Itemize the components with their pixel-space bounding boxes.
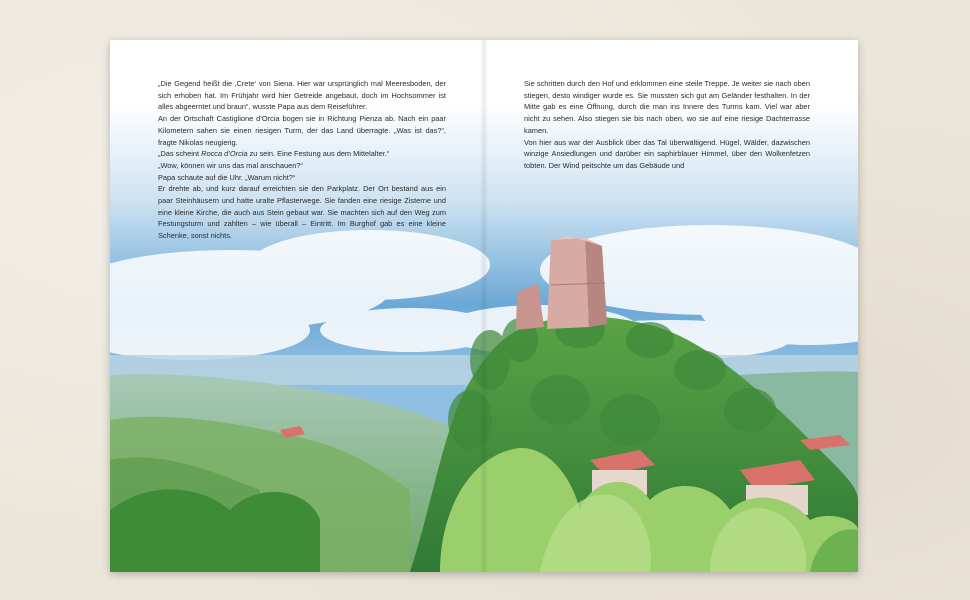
right-page-text bbox=[524, 78, 810, 172]
left-paragraph-4: „Wow, können wir uns das mal anschauen?“ bbox=[158, 160, 303, 170]
left-paragraph-2: An der Ortschaft Castiglione d’Orcia bogen sie in Richtung Pienza ab. Nach ein paar Kilometern sahen sie einen riesigen Turm, der das Land überragte. „Was ist das?“, fragte Nikolas neugierig. bbox=[158, 114, 446, 147]
left-paragraph-6: Er drehte ab, und kurz darauf erreichten sie den Parkplatz. Der Ort bestand aus ein paar Steinhäusern und hatte uralte Pflasterwege. Sie fanden eine riesige Zisterne und eine kleine Kirche, die auch aus Stein gebaut war. Sie machten sich auf den Weg zum Festungsturm und zahlten – wie überall – Eintritt. Im Burghof gab es eine kleine Schenke, sonst nichts. bbox=[158, 184, 446, 241]
page-gutter bbox=[480, 40, 488, 572]
book-spread bbox=[110, 40, 858, 572]
left-paragraph-5: Papa schaute auf die Uhr. „Warum nicht?“ bbox=[158, 172, 296, 182]
left-paragraph-3: „Das scheint Rocca d’Orcia zu sein. Eine Festung aus dem Mittelalter.“ bbox=[158, 149, 390, 159]
right-paragraph-1: Sie schritten durch den Hof und erklommen eine steile Treppe. Je weiter sie nach oben stiegen, desto windiger wurde es. Sie mussten sich gut am Geländer festhalten. In der Mitte gab es eine Öffnung, durch die man ins Innere des Turms kam. Viel war aber nicht zu sehen. Also stiegen sie bis nach oben, wo sie auf eine riesige Dachterrasse kamen. bbox=[524, 79, 810, 135]
right-paragraph-2: Von hier aus war der Ausblick über das Tal überwältigend. Hügel, Wälder, dazwischen winzige Ansiedlungen und darüber ein saphirblauer Himmel, über den Wolkenfetzen tobten. Der Wind peitschte um das Gebäude und bbox=[524, 137, 810, 170]
rocca-name: Rocca d’Orcia bbox=[201, 149, 248, 159]
left-page-text bbox=[158, 78, 446, 242]
left-paragraph-1: „Die Gegend heißt die ‚Crete‘ von Siena. Hier war ursprünglich mal Meeresboden, der sich erhoben hat. Im Frühjahr wird hier Getreide angebaut, doch im Hochsommer ist alles abgeerntet und braun“, wusste Papa aus dem Reiseführer. bbox=[158, 79, 446, 112]
